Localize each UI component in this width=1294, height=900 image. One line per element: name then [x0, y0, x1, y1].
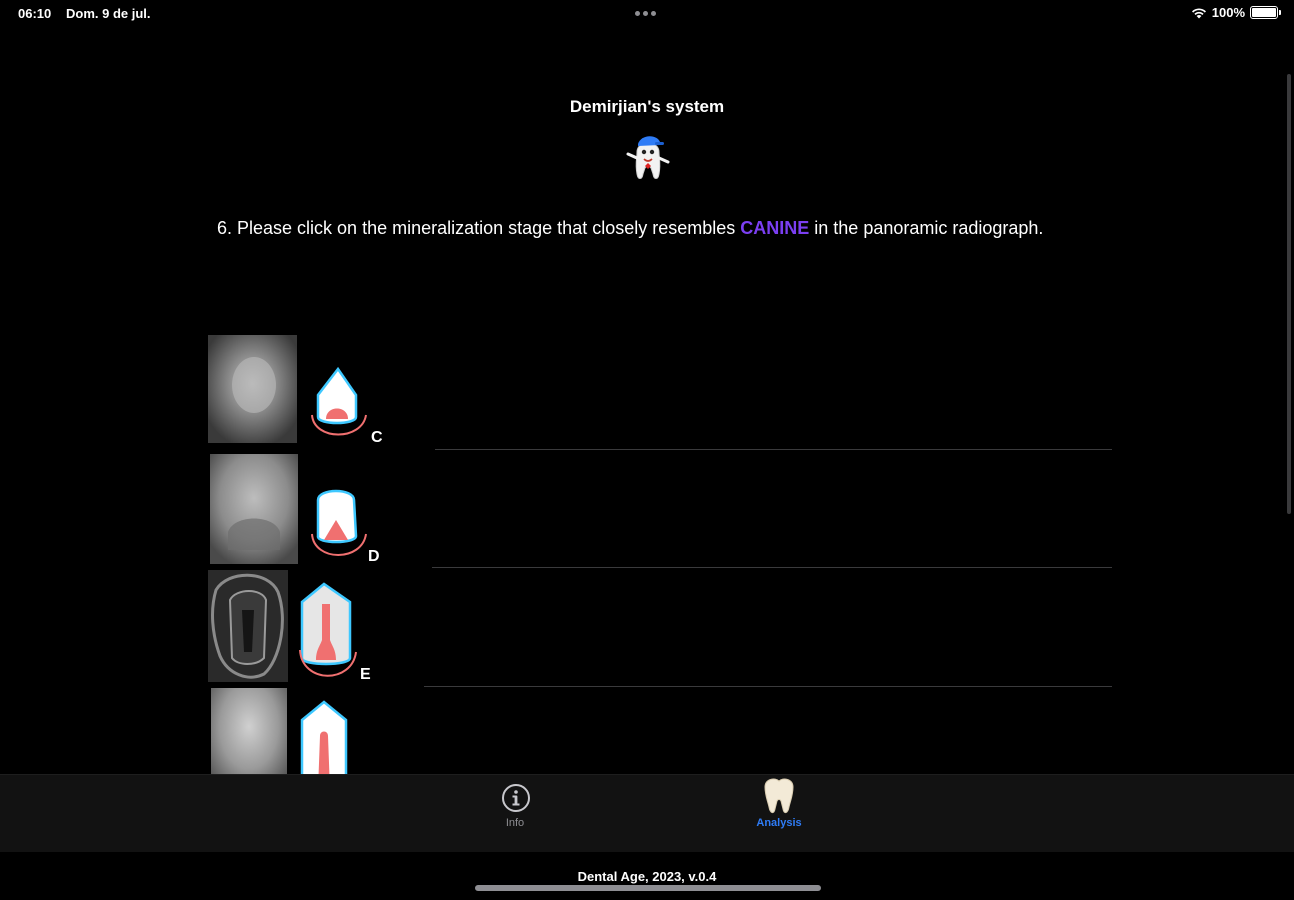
row-divider — [424, 686, 1112, 687]
question-text — [217, 215, 1077, 241]
radiograph-stage-c-image — [208, 335, 297, 443]
diagram-stage-e-image — [298, 580, 362, 686]
status-time: 06:10 — [18, 6, 52, 21]
status-indicators — [1191, 5, 1278, 20]
row-divider — [435, 449, 1112, 450]
question-tooth-highlight: CANINE — [740, 218, 810, 238]
footer-version-text: Dental Age, 2023, v.0.4 — [577, 869, 717, 884]
battery-percentage: 100% — [1211, 5, 1245, 20]
radiograph-stage-d-image — [210, 454, 298, 564]
page-title: Demirjian's system — [569, 97, 725, 116]
stage-option-d[interactable] — [0, 452, 1294, 570]
tooth-icon — [761, 777, 797, 817]
radiograph-stage-e-image — [208, 570, 288, 682]
stage-letter: D — [368, 548, 380, 565]
info-circle-icon — [501, 783, 531, 813]
diagram-stage-c-image — [308, 365, 372, 445]
tab-label: Analysis — [756, 817, 802, 829]
question-prefix: 6. Please click on the mineralization stage that closely resembles — [217, 218, 741, 238]
tab-bar — [0, 774, 1294, 852]
multitasking-dots-icon[interactable] — [635, 11, 656, 16]
stage-option-e[interactable] — [0, 570, 1294, 688]
tooth-mascot-icon — [619, 130, 677, 188]
stage-option-f[interactable] — [0, 688, 1294, 774]
status-date: Dom. 9 de jul. — [66, 6, 151, 21]
tab-info[interactable] — [455, 775, 575, 853]
wifi-icon — [1191, 7, 1207, 19]
stage-letter: E — [360, 666, 371, 683]
row-divider — [432, 567, 1112, 568]
status-bar — [0, 0, 1294, 28]
footer — [0, 852, 1294, 900]
diagram-stage-d-image — [306, 482, 372, 566]
tab-label: Info — [505, 817, 525, 829]
stage-option-c[interactable] — [0, 333, 1294, 451]
question-suffix: in the panoramic radiograph. — [809, 218, 1044, 238]
battery-icon — [1250, 6, 1278, 19]
stage-letter: C — [371, 429, 383, 446]
tab-analysis[interactable] — [719, 775, 839, 853]
home-indicator[interactable] — [475, 885, 821, 891]
